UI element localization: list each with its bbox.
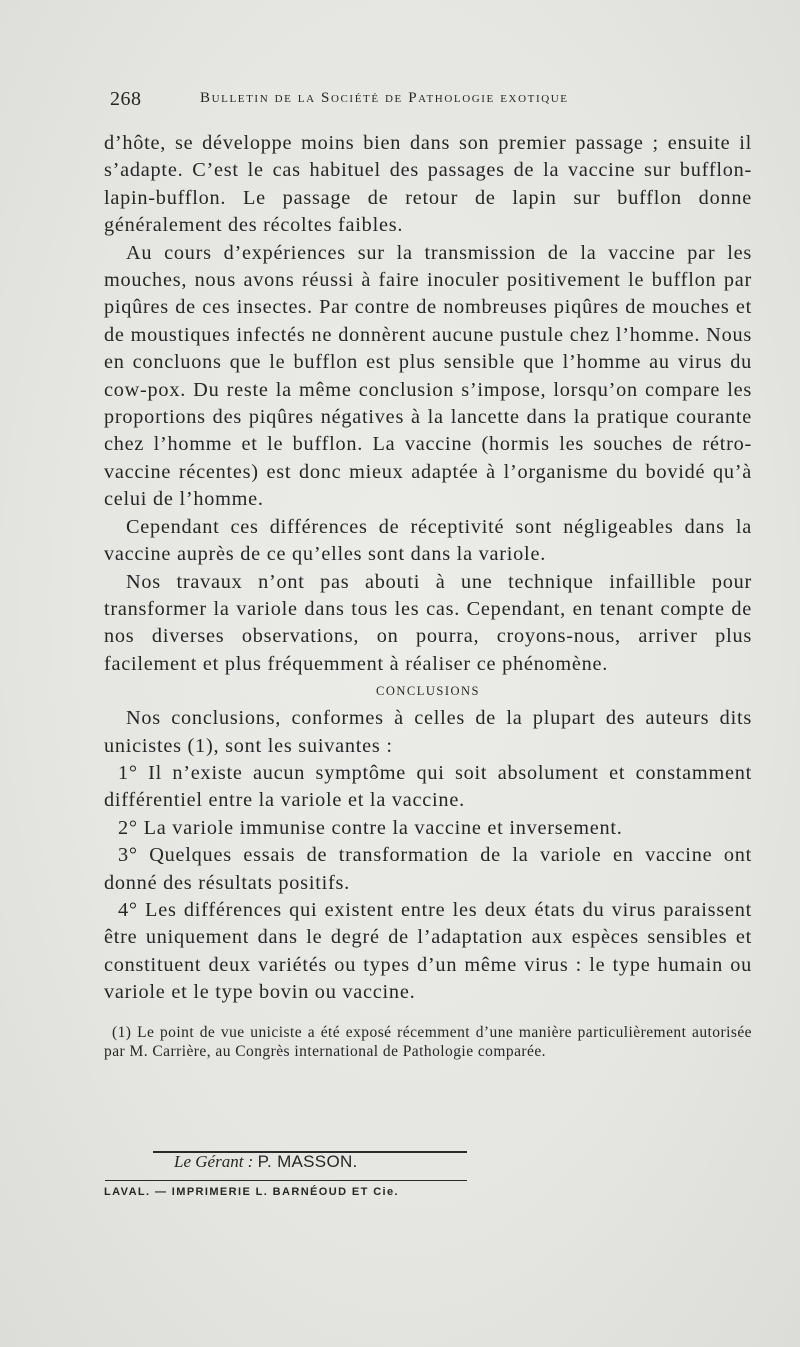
conclusions-intro: Nos conclusions, conformes à celles de la plupart des auteurs dits unicistes (1), sont les suivantes : xyxy=(104,707,752,757)
paragraph-1: d’hôte, se développe moins bien dans son premier passage ; ensuite il s’adapte. C’est le cas habituel des passages de la vaccine sur bufflon-lapin-bufflon. Le passage de retour de lapin sur bufflon donne généralement des récoltes faibles. xyxy=(104,132,752,237)
gerant-label: Le Gérant : xyxy=(174,1152,254,1171)
main-text xyxy=(104,130,752,1061)
paragraph-3: Cependant ces différences de réceptivité sont négligeables dans la vaccine auprès de ce qu’elles sont dans la variole. xyxy=(104,515,752,566)
conclusion-item-1: 1° Il n’existe aucun symptôme qui soit absolument et constamment différentiel entre la variole et la vaccine. xyxy=(104,761,752,812)
section-heading-conclusions: CONCLUSIONS xyxy=(375,684,480,699)
printer-imprint: LAVAL. — IMPRIMERIE L. BARNÉOUD ET Cie. xyxy=(104,1186,399,1198)
conclusion-item-3: 3° Quelques essais de transformation de la variole en vaccine ont donné des résultats positifs. xyxy=(104,844,752,894)
running-title: Bulletin de la Société de Pathologie exotique xyxy=(200,90,569,106)
gerant-line xyxy=(174,1152,358,1172)
paragraph-2: Au cours d’expériences sur la transmission de la vaccine par les mouches, nous avons réussi à faire inoculer positivement le bufflon par piqûres de ces insectes. Par contre de nombreuses piqûres de mouches et de moustiques infectés ne donnèrent aucune pustule chez l’homme. Nous en concluons que le bufflon est plus sensible que l’homme au virus du cow-pox. Du reste la même conclusion s’impose, lorsqu’on compare les proportions des piqûres négatives à la lancette dans la pratique courante chez l’homme et le bufflon. La vaccine (hormis les souches de rétro-vaccine récentes) est donc mieux adaptée à l’organisme du bovidé qu’à celui de l’homme. xyxy=(104,241,752,511)
page-header xyxy=(104,88,744,116)
gerant-name: P. MASSON. xyxy=(257,1152,358,1171)
page-number: 268 xyxy=(110,88,142,110)
colophon-rule-bottom xyxy=(105,1180,467,1181)
conclusion-item-2: 2° La variole immunise contre la vaccine et inversement. xyxy=(118,816,623,839)
paragraph-4: Nos travaux n’ont pas abouti à une technique infaillible pour transformer la variole dans tous les cas. Cependant, en tenant compte de nos diverses observations, on pourra, croyons-nous, arriver plus facilement et plus fréquemment à réaliser ce phénomène. xyxy=(104,570,752,675)
footnote: (1) Le point de vue uniciste a été exposé récemment d’une manière particulièrement autorisée par M. Carrière, au Congrès international de Pathologie comparée. xyxy=(104,1023,752,1060)
conclusion-item-4: 4° Les différences qui existent entre les deux états du virus paraissent être uniquement dans le degré de l’adaptation aux espèces sensibles et constituent deux variétés ou types d’un même virus : le type humain ou variole et le type bovin ou vaccine. xyxy=(104,898,752,1004)
